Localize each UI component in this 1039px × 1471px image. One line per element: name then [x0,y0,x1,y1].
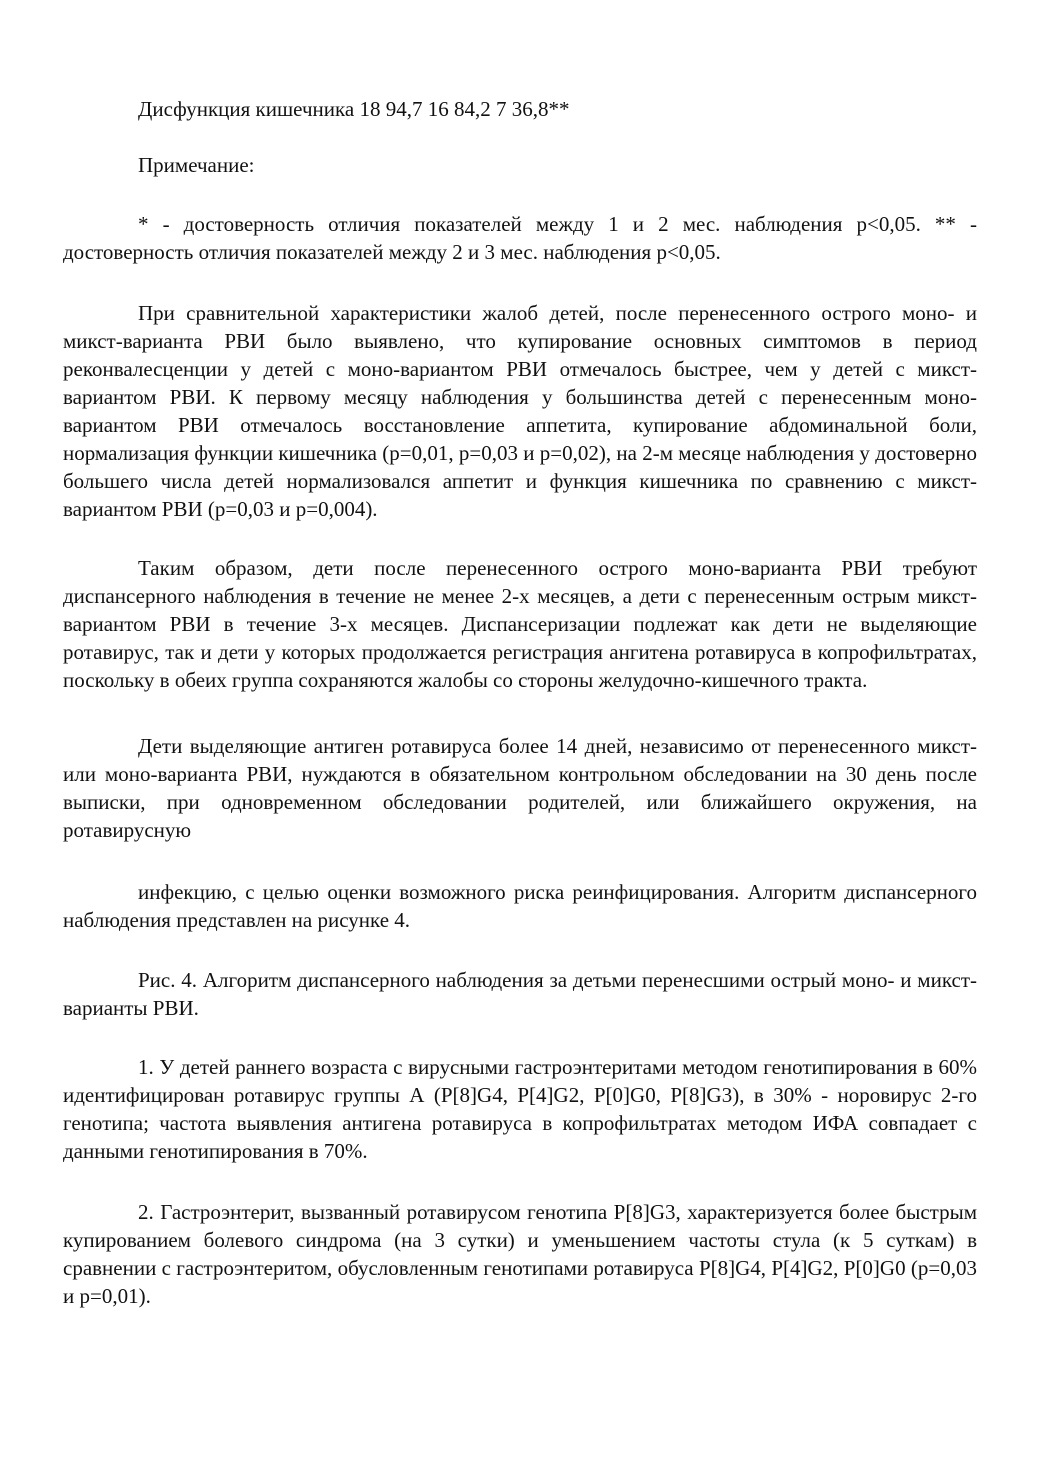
paragraph-continuation: инфекцию, с целью оценки возможного риска реинфицирования. Алгоритм диспансерного наблюдения представлен на рисунке 4. [63,880,977,932]
paragraph-complaints-comparison: При сравнительной характеристики жалоб детей, после перенесенного острого моно- и микст-варианта РВИ было выявлено, что купирование основных симптомов в период реконвалесценции у детей с моно-вариантом РВИ отмечалось быстрее, чем у детей с микст-вариантом РВИ. К первому месяцу наблюдения у большинства детей с перенесенным моно-вариантом РВИ отмечалось восстановление аппетита, купирование абдоминальной боли, нормализация функции кишечника (p=0,01, p=0,03 и p=0,02), на 2-м месяце наблюдения у достоверно большего числа детей нормализовался аппетит и функция кишечника по сравнению с микст-вариантом РВИ (p=0,03 и p=0,004). [63,301,977,521]
figure-caption: Рис. 4. Алгоритм диспансерного наблюдения за детьми перенесшими острый моно- и микст-варианты РВИ. [63,968,977,1020]
table-row-text: Дисфункция кишечника 18 94,7 16 84,2 7 36,8** [138,97,570,121]
finding-item-2: 2. Гастроэнтерит, вызванный ротавирусом генотипа P[8]G3, характеризуется более быстрым купированием болевого синдрома (на 3 сутки) и уменьшением частоты стула (к 5 суткам) в сравнении с гастроэнтеритом, обусловленным генотипами ротавируса P[8]G4, P[4]G2, P[0]G0 (p=0,03 и p=0,01). [63,1200,977,1308]
note-paragraph: * - достоверность отличия показателей между 1 и 2 мес. наблюдения p<0,05. ** - достоверность отличия показателей между 2 и 3 мес. наблюдения p<0,05. [63,212,977,264]
note-heading: Примечание: [138,153,255,177]
document-body [63,95,977,1310]
paragraph-antigen-excretion: Дети выделяющие антиген ротавируса более 14 дней, независимо от перенесенного микст- или моно-варианта РВИ, нуждаются в обязательном контрольном обследовании на 30 день после выписки, при одновременном обследовании родителей, или ближайшего окружения, на ротавирусную [63,734,977,842]
finding-item-1: 1. У детей раннего возраста с вирусными гастроэнтеритами методом генотипирования в 60% идентифицирован ротавирус группы А (P[8]G4, P[4]G2, P[0]G0, P[8]G3), в 30% - норовирус 2-го генотипа; частота выявления антигена ротавируса в копрофильтратах методом ИФА совпадает с данными генотипирования в 70%. [63,1055,977,1163]
paragraph-conclusion: Таким образом, дети после перенесенного острого моно-варианта РВИ требуют диспансерного наблюдения в течение не менее 2-х месяцев, а дети с перенесенным острым микст-вариантом РВИ в течение 3-х месяцев. Диспансеризации подлежат как дети не выделяющие ротавирус, так и дети у которых продолжается регистрация ангитена ротавируса в копрофильтратах, поскольку в обеих группа сохраняются жалобы со стороны желудочно-кишечного тракта. [63,556,977,692]
